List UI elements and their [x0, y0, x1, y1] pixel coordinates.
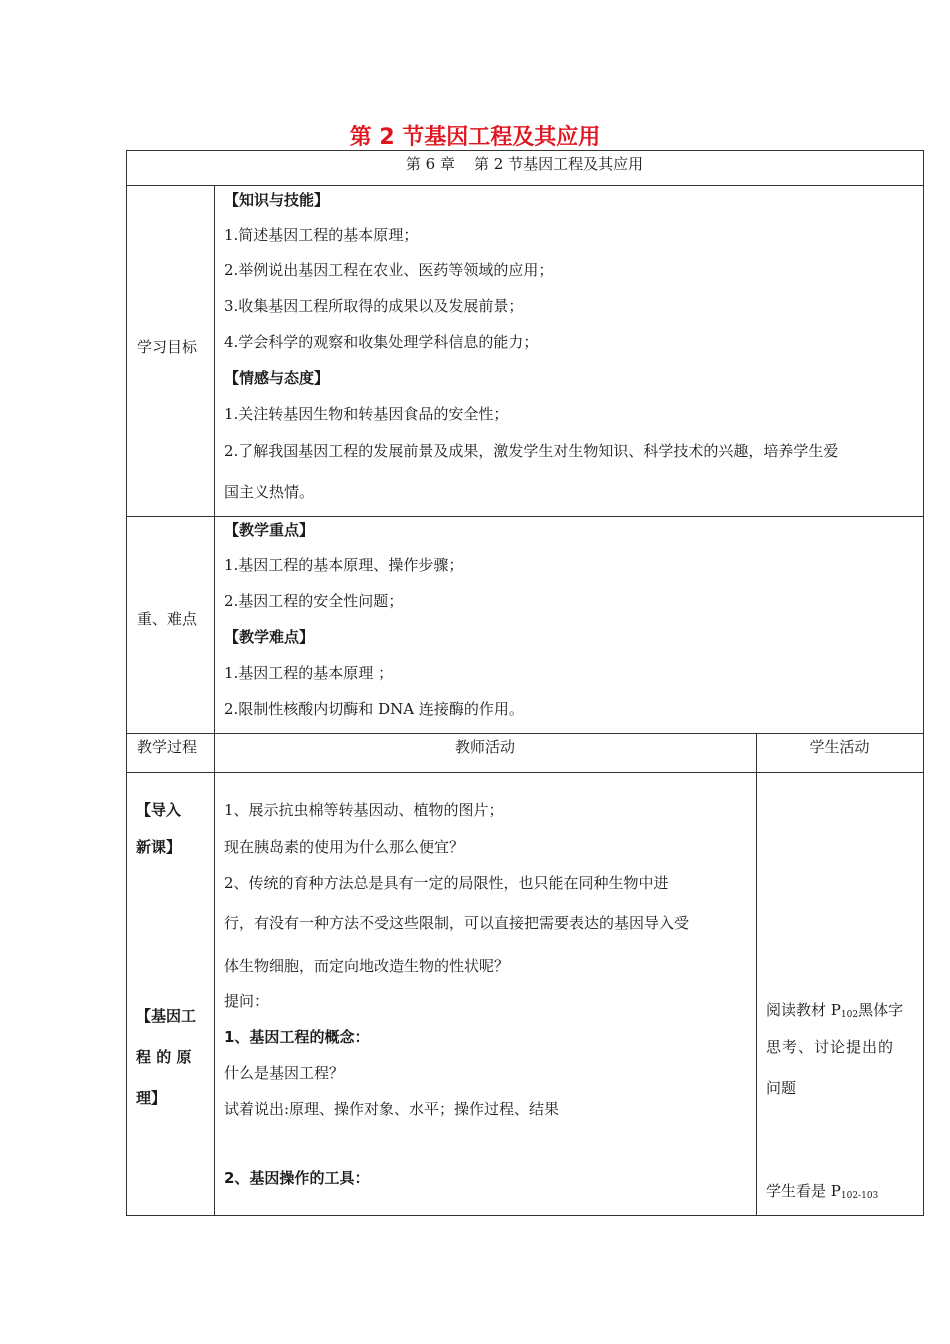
row-divider — [126, 516, 923, 517]
section-label-intro: 【导入 — [136, 801, 182, 819]
objective-item: 1.简述基因工程的基本原理； — [224, 226, 419, 244]
attitude-heading: 【情感与态度】 — [224, 369, 330, 387]
teacher-line: 行，有没有一种方法不受这些限制，可以直接把需要表达的基因导入受 — [224, 914, 690, 932]
objective-item: 3.收集基因工程所取得的成果以及发展前景； — [224, 297, 524, 315]
student-col-header: 学生活动 — [809, 738, 870, 756]
column-divider — [214, 185, 215, 1216]
student-read-suffix: 黑体字 — [858, 1001, 904, 1019]
section-label-principle: 程 的 原 — [136, 1048, 192, 1066]
section-label-principle: 理】 — [136, 1089, 167, 1107]
focus-item: 1.基因工程的基本原理、操作步骤； — [224, 556, 464, 574]
difficulty-item: 1.基因工程的基本原理 ； — [224, 664, 394, 682]
teacher-line: 现在胰岛素的使用为什么那么便宜？ — [224, 838, 465, 856]
focus-heading: 【教学重点】 — [224, 521, 315, 539]
student-activity-discuss: 问题 — [766, 1079, 797, 1097]
teacher-col-header: 教师活动 — [454, 738, 515, 756]
objective-item: 4.学会科学的观察和收集处理学科信息的能力； — [224, 333, 539, 351]
section-label-intro: 新课】 — [136, 838, 182, 856]
student-look-prefix: 学生看是 P — [766, 1182, 841, 1200]
chapter-header: 第 6 章 第 2 节基因工程及其应用 — [405, 155, 644, 173]
page-title: 第 2 节基因工程及其应用 — [349, 125, 601, 150]
difficulty-item: 2.限制性核酸内切酶和 DNA 连接酶的作用。 — [224, 700, 524, 718]
key-points-label: 重、难点 — [137, 610, 198, 628]
teacher-line: 提问： — [224, 992, 270, 1010]
student-read-prefix: 阅读教材 P — [766, 1001, 841, 1019]
row-divider — [126, 733, 923, 734]
attitude-item: 1.关注转基因生物和转基因食品的安全性； — [224, 405, 509, 423]
column-divider — [756, 733, 757, 1216]
teacher-line: 1、展示抗虫棉等转基因动、植物的图片； — [224, 801, 504, 819]
student-activity-read — [766, 1000, 903, 1025]
student-read-page: 102 — [840, 1010, 859, 1020]
attitude-item: 2.了解我国基因工程的发展前景及成果，激发学生对生物知识、科学技术的兴趣，培养学生爱 — [224, 442, 839, 460]
row-divider — [126, 185, 923, 186]
student-activity-discuss: 思考、讨论提出的 — [766, 1038, 895, 1056]
teacher-line: 什么是基因工程？ — [224, 1064, 345, 1082]
focus-item: 2.基因工程的安全性问题； — [224, 592, 404, 610]
attitude-item: 国主义热情。 — [224, 483, 315, 501]
teacher-subheading: 2、基因操作的工具： — [224, 1169, 370, 1187]
teacher-line: 试着说出:原理、操作对象、水平；操作过程、结果 — [224, 1100, 560, 1118]
objectives-label: 学习目标 — [137, 338, 198, 356]
difficulty-heading: 【教学难点】 — [224, 628, 315, 646]
row-divider — [126, 772, 923, 773]
student-activity-look — [766, 1181, 878, 1206]
student-look-pages: 102-103 — [840, 1191, 879, 1201]
teacher-line: 2、传统的育种方法总是具有一定的局限性，也只能在同种生物中进 — [224, 874, 669, 892]
knowledge-heading: 【知识与技能】 — [224, 191, 330, 209]
teacher-subheading: 1、基因工程的概念： — [224, 1028, 370, 1046]
section-label-principle: 【基因工 — [136, 1007, 197, 1025]
objective-item: 2.举例说出基因工程在农业、医药等领域的应用； — [224, 261, 554, 279]
teacher-line: 体生物细胞，而定向地改造生物的性状呢？ — [224, 957, 510, 975]
process-col-header: 教学过程 — [137, 738, 198, 756]
